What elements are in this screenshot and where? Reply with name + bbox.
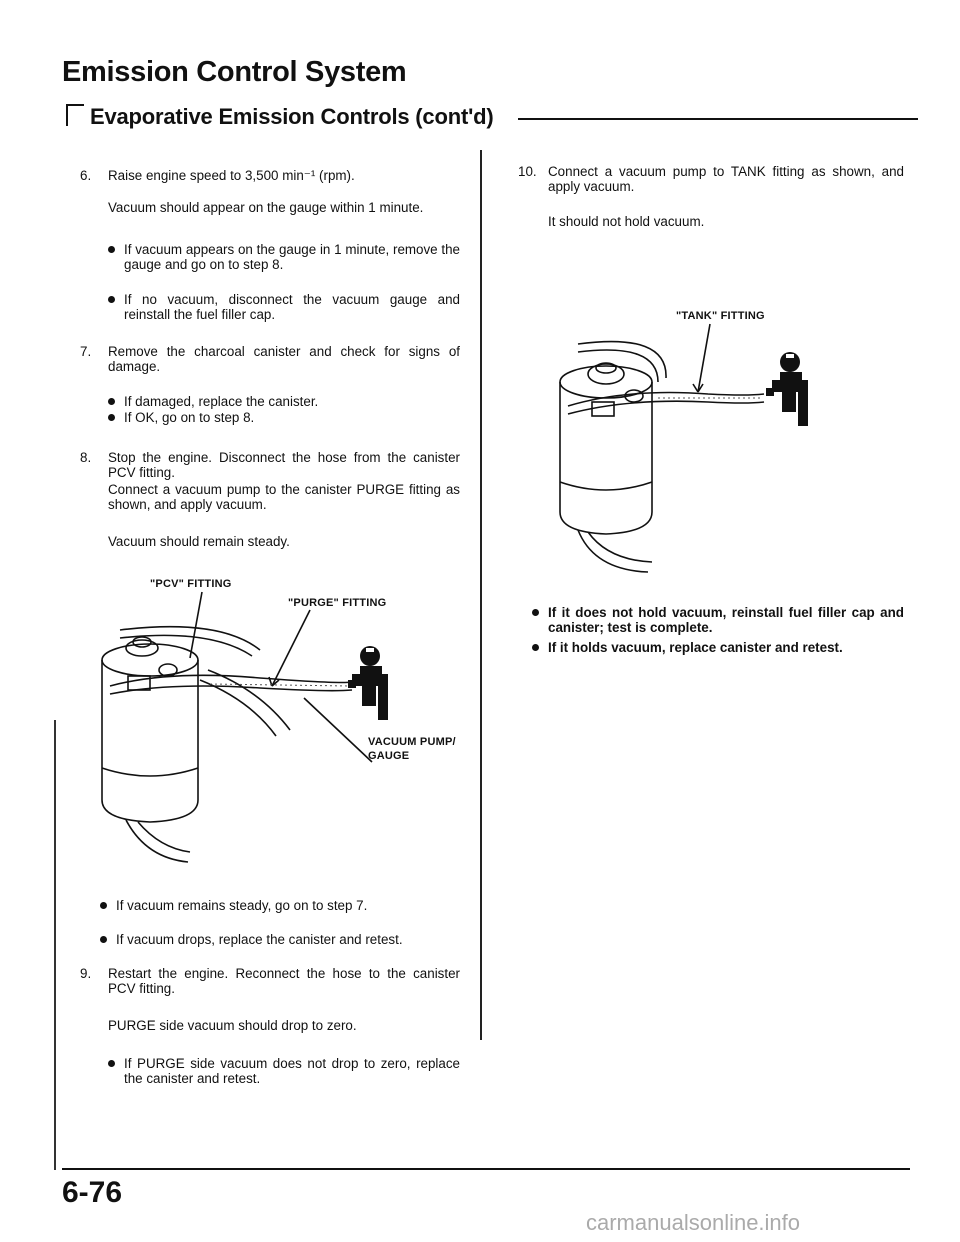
bullet-item <box>100 932 460 948</box>
step-9 <box>80 966 460 998</box>
label-vacuum-pump: VACUUM PUMP/ <box>368 736 456 748</box>
step-number: 7. <box>80 344 92 359</box>
step-8-para-connect: Connect a vacuum pump to the canister PURGE fitting as shown, and apply vacuum. <box>108 482 460 512</box>
bullet-text: If PURGE side vacuum does not drop to zero, replace the canister and retest. <box>124 1056 460 1086</box>
canister-tank-figure <box>548 322 868 572</box>
header-bracket-top <box>66 104 84 106</box>
bullet-item <box>532 605 904 637</box>
label-pcv-fitting: "PCV" FITTING <box>150 578 232 590</box>
header-rule <box>518 118 918 120</box>
bullet-dot <box>108 296 115 303</box>
bullet-item <box>108 1056 460 1088</box>
step-6-para: Vacuum should appear on the gauge within 1 minute. <box>108 200 424 215</box>
purge-leader-line <box>272 610 310 686</box>
bullet-dot <box>108 414 115 421</box>
step-number: 9. <box>80 966 92 981</box>
bullet-dot <box>108 246 115 253</box>
bullet-item <box>108 242 460 274</box>
bullet-text: If it holds vacuum, replace canister and retest. <box>548 640 843 655</box>
step-text: Stop the engine. Disconnect the hose from the canister PCV fitting. <box>108 450 460 480</box>
step-7 <box>80 344 460 376</box>
step-10-para: It should not hold vacuum. <box>548 214 705 229</box>
step-6 <box>80 168 460 184</box>
bullet-text: If vacuum appears on the gauge in 1 minute, remove the gauge and go on to step 8. <box>124 242 460 272</box>
page-number: 6-76 <box>62 1176 123 1209</box>
bullet-dot <box>108 398 115 405</box>
column-divider <box>480 150 482 1040</box>
bullet-text: If OK, go on to step 8. <box>124 410 255 425</box>
bullet-dot <box>532 644 539 651</box>
step-number: 10. <box>518 164 537 179</box>
step-8 <box>80 450 460 482</box>
bullet-item <box>108 292 460 324</box>
step-9-para: PURGE side vacuum should drop to zero. <box>108 1018 357 1033</box>
canister-purge-figure <box>80 590 440 840</box>
vacuum-pump-icon <box>348 646 388 720</box>
step-number: 6. <box>80 168 92 183</box>
left-margin-bar <box>54 720 56 1170</box>
label-tank-fitting: "TANK" FITTING <box>676 310 765 322</box>
bullet-dot <box>100 936 107 943</box>
bullet-text: If no vacuum, disconnect the vacuum gauge and reinstall the fuel filler cap. <box>124 292 460 322</box>
bullet-item <box>108 410 460 426</box>
bullet-text: If it does not hold vacuum, reinstall fuel filler cap and canister; test is complete. <box>548 605 904 635</box>
header-bracket <box>66 104 68 126</box>
label-purge-fitting: "PURGE" FITTING <box>288 597 387 609</box>
section-subtitle: Evaporative Emission Controls (cont'd) <box>90 104 494 129</box>
bullet-item <box>108 394 460 410</box>
step-number: 8. <box>80 450 92 465</box>
step-10 <box>518 164 904 196</box>
tank-leader-line <box>698 324 710 392</box>
watermark: carmanualsonline.info <box>586 1210 801 1235</box>
page-title: Emission Control System <box>62 56 407 88</box>
bullet-text: If damaged, replace the canister. <box>124 394 319 409</box>
pcv-leader-line <box>190 592 202 658</box>
label-gauge: GAUGE <box>368 750 410 762</box>
step-text: Remove the charcoal canister and check for signs of damage. <box>108 344 460 374</box>
pump-leader-line <box>304 698 372 762</box>
step-text: Raise engine speed to 3,500 min⁻¹ (rpm). <box>108 168 355 183</box>
step-text: Restart the engine. Reconnect the hose to the canister PCV fitting. <box>108 966 460 996</box>
bullet-item <box>532 640 904 656</box>
bullet-text: If vacuum drops, replace the canister and retest. <box>116 932 403 947</box>
vacuum-pump-icon <box>766 352 808 426</box>
bullet-dot <box>108 1060 115 1067</box>
step-8-para: Vacuum should remain steady. <box>108 534 290 549</box>
step-text: Connect a vacuum pump to TANK fitting as shown, and apply vacuum. <box>548 164 904 194</box>
footer-rule <box>62 1168 910 1170</box>
bullet-dot <box>532 609 539 616</box>
bullet-item <box>100 898 460 914</box>
bullet-dot <box>100 902 107 909</box>
bullet-text: If vacuum remains steady, go on to step 7. <box>116 898 368 913</box>
